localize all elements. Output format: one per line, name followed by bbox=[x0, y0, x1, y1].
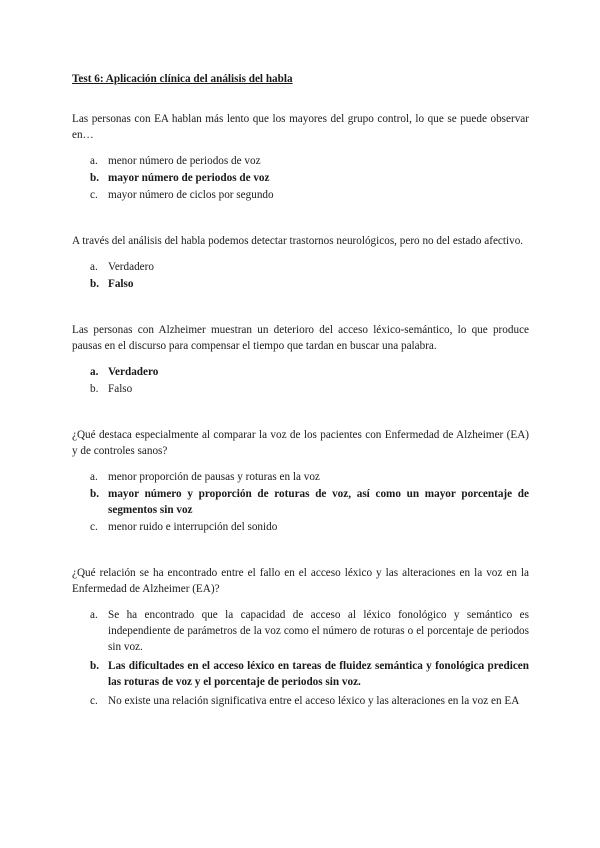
option-text: Verdadero bbox=[108, 366, 159, 378]
option-text: No existe una relación significativa entre el acceso léxico y las alteraciones en la voz en EA bbox=[108, 695, 520, 707]
option-a bbox=[72, 153, 529, 169]
question-3 bbox=[72, 322, 529, 397]
option-b-correct bbox=[72, 276, 529, 292]
option-c bbox=[72, 519, 529, 535]
question-text: ¿Qué destaca especialmente al comparar la voz de los pacientes con Enfermedad de Alzheimer (EA) y de controles sanos? bbox=[72, 429, 529, 457]
question-text: ¿Qué relación se ha encontrado entre el fallo en el acceso léxico y las alteraciones en la voz en la Enfermedad de Alzheimer (EA)? bbox=[72, 567, 529, 595]
option-letter: b. bbox=[90, 660, 100, 672]
option-letter: b. bbox=[90, 488, 100, 500]
option-text: Falso bbox=[108, 383, 133, 395]
option-letter: c. bbox=[90, 695, 98, 707]
document-page bbox=[72, 71, 529, 739]
question-text: A través del análisis del habla podemos detectar trastornos neurológicos, pero no del estado afectivo. bbox=[72, 235, 524, 247]
option-c bbox=[72, 187, 529, 203]
question-5 bbox=[72, 565, 529, 709]
option-letter: a. bbox=[90, 471, 98, 483]
option-text: Se ha encontrado que la capacidad de acceso al léxico fonológico y semántico es independiente de parámetros de la voz como el número de roturas o el porcentaje de periodos sin voz. bbox=[108, 609, 529, 653]
page-title: Test 6: Aplicación clínica del análisis del habla bbox=[72, 73, 293, 85]
option-text: Falso bbox=[108, 278, 134, 290]
option-text: mayor número de periodos de voz bbox=[108, 172, 270, 184]
option-letter: a. bbox=[90, 155, 98, 167]
question-2 bbox=[72, 233, 529, 292]
question-4 bbox=[72, 427, 529, 535]
option-a bbox=[72, 259, 529, 275]
option-text: menor ruido e interrupción del sonido bbox=[108, 521, 278, 533]
option-letter: b. bbox=[90, 278, 100, 290]
option-letter: b. bbox=[90, 383, 99, 395]
option-letter: a. bbox=[90, 609, 98, 621]
option-text: mayor número de ciclos por segundo bbox=[108, 189, 274, 201]
option-text: Las dificultades en el acceso léxico en tareas de fluidez semántica y fonológica predicen las roturas de voz y el porcentaje de periodos sin voz. bbox=[108, 660, 529, 688]
option-b-correct bbox=[72, 170, 529, 186]
option-list bbox=[72, 607, 529, 709]
option-letter: a. bbox=[90, 366, 99, 378]
option-list bbox=[72, 469, 529, 535]
question-1 bbox=[72, 111, 529, 203]
question-text: Las personas con Alzheimer muestran un deterioro del acceso léxico-semántico, lo que produce pausas en el discurso para compensar el tiempo que tardan en buscar una palabra. bbox=[72, 324, 529, 352]
option-letter: c. bbox=[90, 521, 98, 533]
option-text: Verdadero bbox=[108, 261, 154, 273]
option-b-correct bbox=[72, 486, 529, 518]
option-b-correct bbox=[72, 658, 529, 690]
option-text: menor número de periodos de voz bbox=[108, 155, 261, 167]
option-letter: c. bbox=[90, 189, 98, 201]
option-a-correct bbox=[72, 364, 529, 380]
option-c bbox=[72, 693, 529, 709]
option-letter: b. bbox=[90, 172, 100, 184]
option-list bbox=[72, 153, 529, 203]
option-a bbox=[72, 607, 529, 655]
option-text: mayor número y proporción de roturas de voz, así como un mayor porcentaje de segmentos sin voz bbox=[108, 488, 529, 516]
option-b bbox=[72, 381, 529, 397]
option-a bbox=[72, 469, 529, 485]
option-text: menor proporción de pausas y roturas en la voz bbox=[108, 471, 320, 483]
option-letter: a. bbox=[90, 261, 98, 273]
question-text: Las personas con EA hablan más lento que los mayores del grupo control, lo que se puede observar en… bbox=[72, 113, 529, 141]
option-list bbox=[72, 364, 529, 397]
option-list bbox=[72, 259, 529, 292]
